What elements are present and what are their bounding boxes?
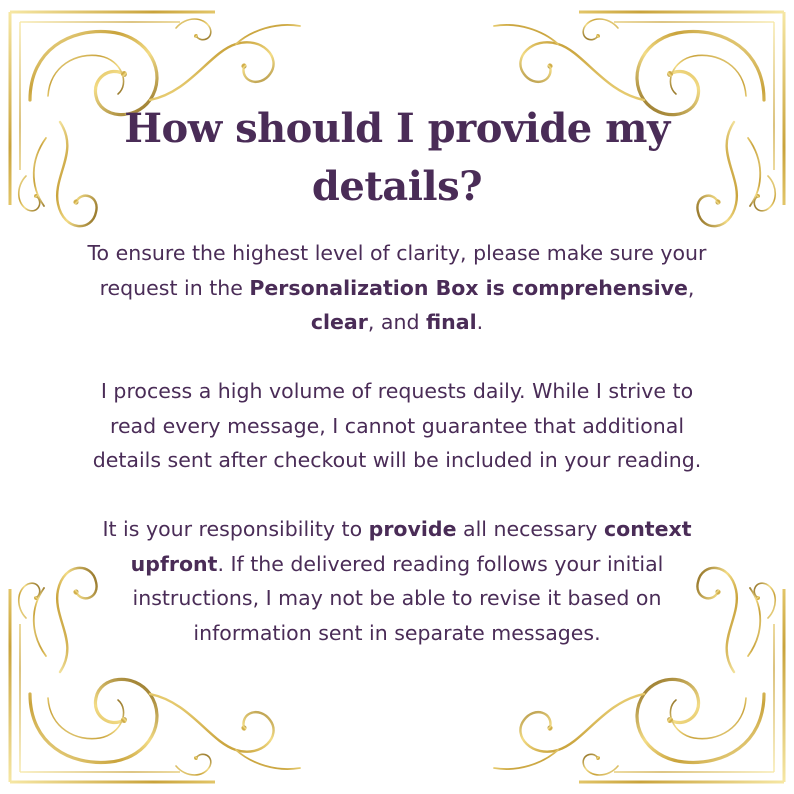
emphasis-final: final <box>425 310 477 334</box>
clarity-paragraph: To ensure the highest level of clarity, please make sure your request in the Personalization Box is comprehensive, clear, and final. <box>87 241 707 334</box>
page-title: How should I provide my details? <box>124 105 670 210</box>
volume-paragraph: I process a high volume of requests daily. While I strive to read every message, I cannot guarantee that additional details sent after checkout will be included in your reading. <box>92 379 702 472</box>
body-text <box>80 236 714 650</box>
emphasis-context-upfront: context upfront <box>130 517 692 576</box>
responsibility-paragraph: It is your responsibility to provide all necessary context upfront. If the delivered reading follows your initial instructions, I may not be able to revise it based on information sent in separate messages. <box>102 517 692 645</box>
emphasis-clear: clear <box>310 310 368 334</box>
emphasis-personalization-box: Personalization Box is comprehensive <box>249 275 688 300</box>
emphasis-provide: provide <box>368 517 457 541</box>
